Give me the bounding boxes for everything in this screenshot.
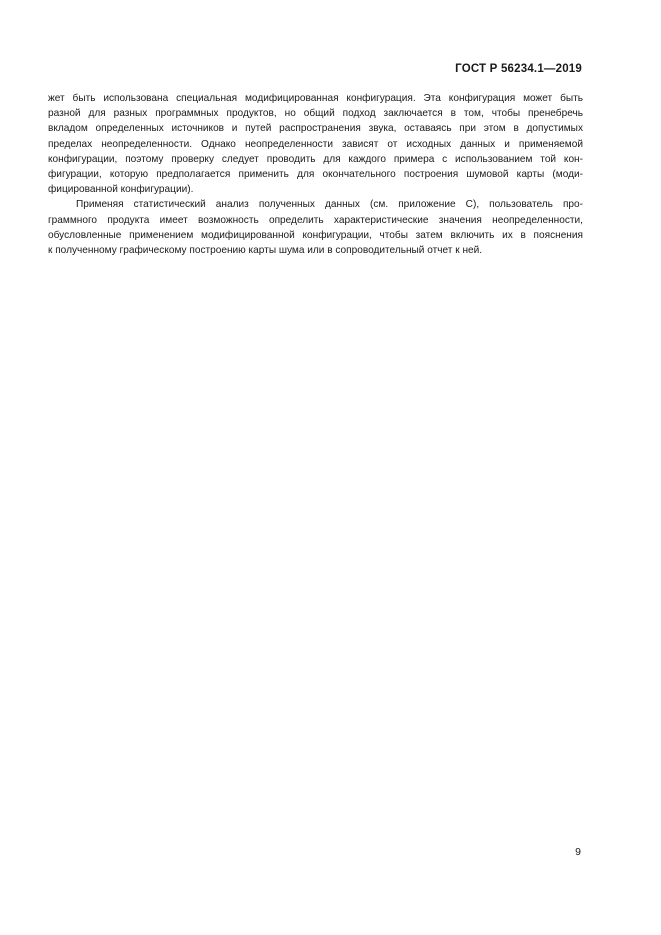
- page-number: 9: [575, 846, 581, 858]
- text-line: к полученному графическому построению карты шума или в сопроводительный отчет к ней.: [48, 245, 483, 257]
- text-line: вкладом определенных источников и путей распространения звука, оставаясь при этом в допустимых: [48, 123, 583, 135]
- document-header-standard-code: ГОСТ Р 56234.1—2019: [455, 63, 582, 75]
- text-line: обусловленные применением модифицированной конфигурации, чтобы затем включить их в пояснения: [48, 229, 583, 241]
- paragraph: [48, 197, 583, 258]
- text-line: фицированной конфигурации).: [48, 184, 194, 196]
- text-line: Применяя статистический анализ полученных данных (см. приложение С), пользователь про-: [76, 199, 583, 211]
- text-line: пределах неопределенности. Однако неопределенности зависят от исходных данных и применяемой: [48, 138, 583, 150]
- text-line: фигурации, которую предполагается применить для окончательного построения шумовой карты (моди-: [48, 169, 583, 181]
- text-line: конфигурации, поэтому проверку следует проводить для каждого примера с использованием той кон-: [48, 153, 583, 165]
- paragraph: [48, 91, 583, 197]
- document-body: [48, 91, 583, 258]
- text-line: граммного продукта имеет возможность определить характеристические значения неопределенности,: [48, 214, 583, 226]
- text-line: разной для разных программных продуктов, но общий подход заключается в том, чтобы пренебречь: [48, 108, 583, 120]
- text-line: жет быть использована специальная модифицированная конфигурация. Эта конфигурация может быть: [48, 93, 583, 104]
